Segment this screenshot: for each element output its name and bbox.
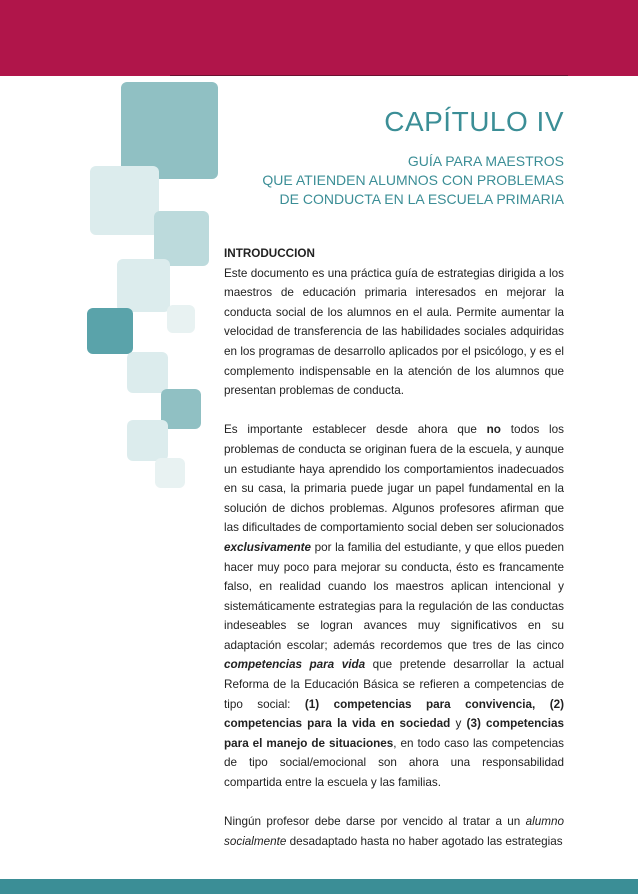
text-run: por la familia del estudiante, y que ellos pueden hacer muy poco para mejorar su conducta, ésto es francamente falso, en realidad cuando los maestros aplican intencional y sistemáticamente estrategias para la regulación de las conductas indeseables se logran avances muy significativos en su adaptación escolar; además recordemos que tres de las cinco — [224, 540, 564, 652]
decorative-square — [127, 352, 168, 393]
text-run: todos los problemas de conducta se originan fuera de la escuela, y aunque un estudiante haya aprendido los comportamientos inadecuados en su casa, la primaria puede jugar un papel fundamental en la solución de dichos problemas. Algunos profesores afirman que las dificultades de comportamiento social deben ser solucionados — [224, 423, 564, 535]
decorative-square — [155, 458, 185, 488]
decorative-square — [127, 420, 168, 461]
body-text — [224, 244, 564, 871]
decorative-square — [121, 82, 218, 179]
decorative-square — [117, 259, 170, 312]
emphasis-text: exclusivamente — [224, 540, 312, 554]
header-band — [0, 0, 638, 76]
bold-text: (3) competencias para el manejo de situaciones — [224, 717, 565, 750]
paragraph-importance — [224, 420, 564, 792]
decorative-square — [90, 166, 159, 235]
text-run: desadaptado hasta no haber agotado las estrategias — [286, 834, 563, 848]
italic-text: alumno socialmente — [224, 815, 564, 848]
section-heading: INTRODUCCION — [224, 247, 315, 260]
chapter-title: CAPÍTULO IV — [384, 106, 564, 137]
footer-band — [0, 879, 638, 894]
emphasis-text: competencias para vida — [224, 658, 366, 672]
paragraph-closing — [224, 812, 564, 851]
header-rule — [170, 75, 568, 76]
text-run: Es importante establecer desde ahora que — [224, 423, 487, 437]
chapter-subtitle — [262, 152, 564, 209]
text-run: y — [450, 717, 467, 731]
bold-text: (1) competencias para convivencia, (2) competencias para la vida en sociedad — [224, 697, 564, 731]
decorative-square — [154, 211, 209, 266]
decorative-square — [167, 305, 195, 333]
paragraph-intro: Este documento es una práctica guía de estrategias dirigida a los maestros de educación primaria interesados en mejorar la conducta social de los alumnos en el aula. Permite aumentar la velocidad de transferencia de las habilidades sociales adquiridas en los programas de desarrollo aplicados por el psicólogo, y es el complemento indispensable en la atención de los alumnos que presentan problemas de conducta. — [224, 266, 564, 398]
text-run: , en todo caso las competencias de tipo social/emocional son ahora una responsabilidad compartida entre la escuela y las familias. — [224, 736, 564, 790]
text-run: Ningún profesor debe darse por vencido al tratar a un — [224, 815, 526, 829]
subtitle-line: DE CONDUCTA EN LA ESCUELA PRIMARIA — [279, 191, 564, 207]
bold-text: no — [486, 423, 501, 437]
subtitle-line: QUE ATIENDEN ALUMNOS CON PROBLEMAS — [262, 172, 564, 188]
decorative-square — [87, 308, 133, 354]
subtitle-line: GUÍA PARA MAESTROS — [407, 153, 564, 169]
text-run: que pretende desarrollar la actual Reforma de la Educación Básica se refieren a competencias de tipo social: — [224, 658, 564, 711]
